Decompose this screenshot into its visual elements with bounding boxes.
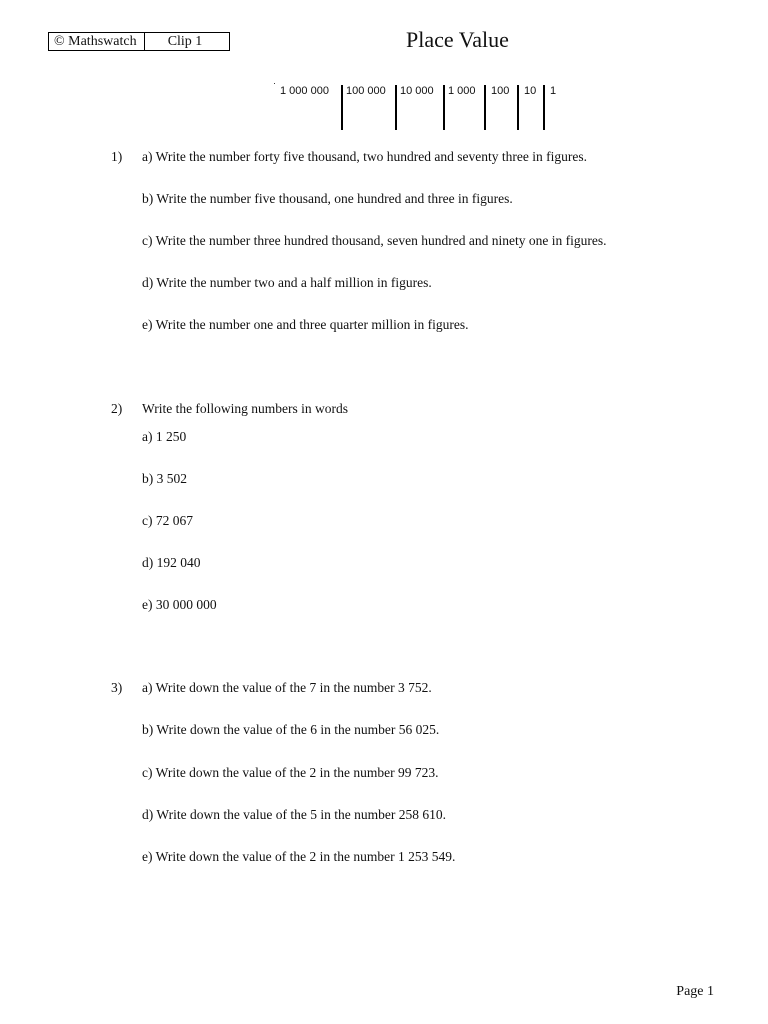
question-part: a) Write the number forty five thousand, two hundred and seventy three in figures. <box>142 149 587 164</box>
place-value-divider <box>484 85 486 130</box>
place-value-units: 1 <box>550 85 557 97</box>
question-part: d) Write down the value of the 5 in the number 258 610. <box>142 807 447 822</box>
place-value-divider <box>543 85 545 130</box>
question-number: 2) <box>111 401 123 416</box>
question-intro: Write the following numbers in words <box>142 401 349 416</box>
place-value-tens: 10 <box>524 85 537 97</box>
question-part: e) Write the number one and three quarter million in figures. <box>142 317 469 332</box>
question-part: d) 192 040 <box>142 555 201 570</box>
page-number: Page 1 <box>676 984 714 999</box>
question-part: e) Write down the value of the 2 in the number 1 253 549. <box>142 849 456 864</box>
place-value-divider <box>443 85 445 130</box>
place-value-divider <box>395 85 397 130</box>
question-number: 1) <box>111 149 123 164</box>
question-part: d) Write the number two and a half million in figures. <box>142 275 432 290</box>
place-value-hundred-thousands: 100 000 <box>346 85 386 97</box>
question-part: b) Write down the value of the 6 in the number 56 025. <box>142 722 440 737</box>
question-part: c) 72 067 <box>142 513 193 528</box>
question-part: a) Write down the value of the 7 in the number 3 752. <box>142 680 432 695</box>
place-value-hundreds: 100 <box>491 85 510 97</box>
place-value-dot: · <box>273 78 276 88</box>
copyright-label: © Mathswatch <box>49 33 145 50</box>
question-part: a) 1 250 <box>142 429 187 444</box>
place-value-divider <box>517 85 519 130</box>
page-title: Place Value <box>406 27 509 52</box>
place-value-ten-thousands: 10 000 <box>400 85 434 97</box>
header-box <box>48 32 230 51</box>
question-part: b) Write the number five thousand, one hundred and three in figures. <box>142 191 513 206</box>
place-value-millions: 1 000 000 <box>280 85 329 97</box>
question-part: e) 30 000 000 <box>142 597 217 612</box>
place-value-divider <box>341 85 343 130</box>
clip-label: Clip 1 <box>167 34 203 49</box>
question-part: b) 3 502 <box>142 471 187 486</box>
question-number: 3) <box>111 680 123 695</box>
question-part: c) Write the number three hundred thousand, seven hundred and ninety one in figures. <box>142 233 607 248</box>
question-part: c) Write down the value of the 2 in the number 99 723. <box>142 765 439 780</box>
place-value-thousands: 1 000 <box>448 85 476 97</box>
